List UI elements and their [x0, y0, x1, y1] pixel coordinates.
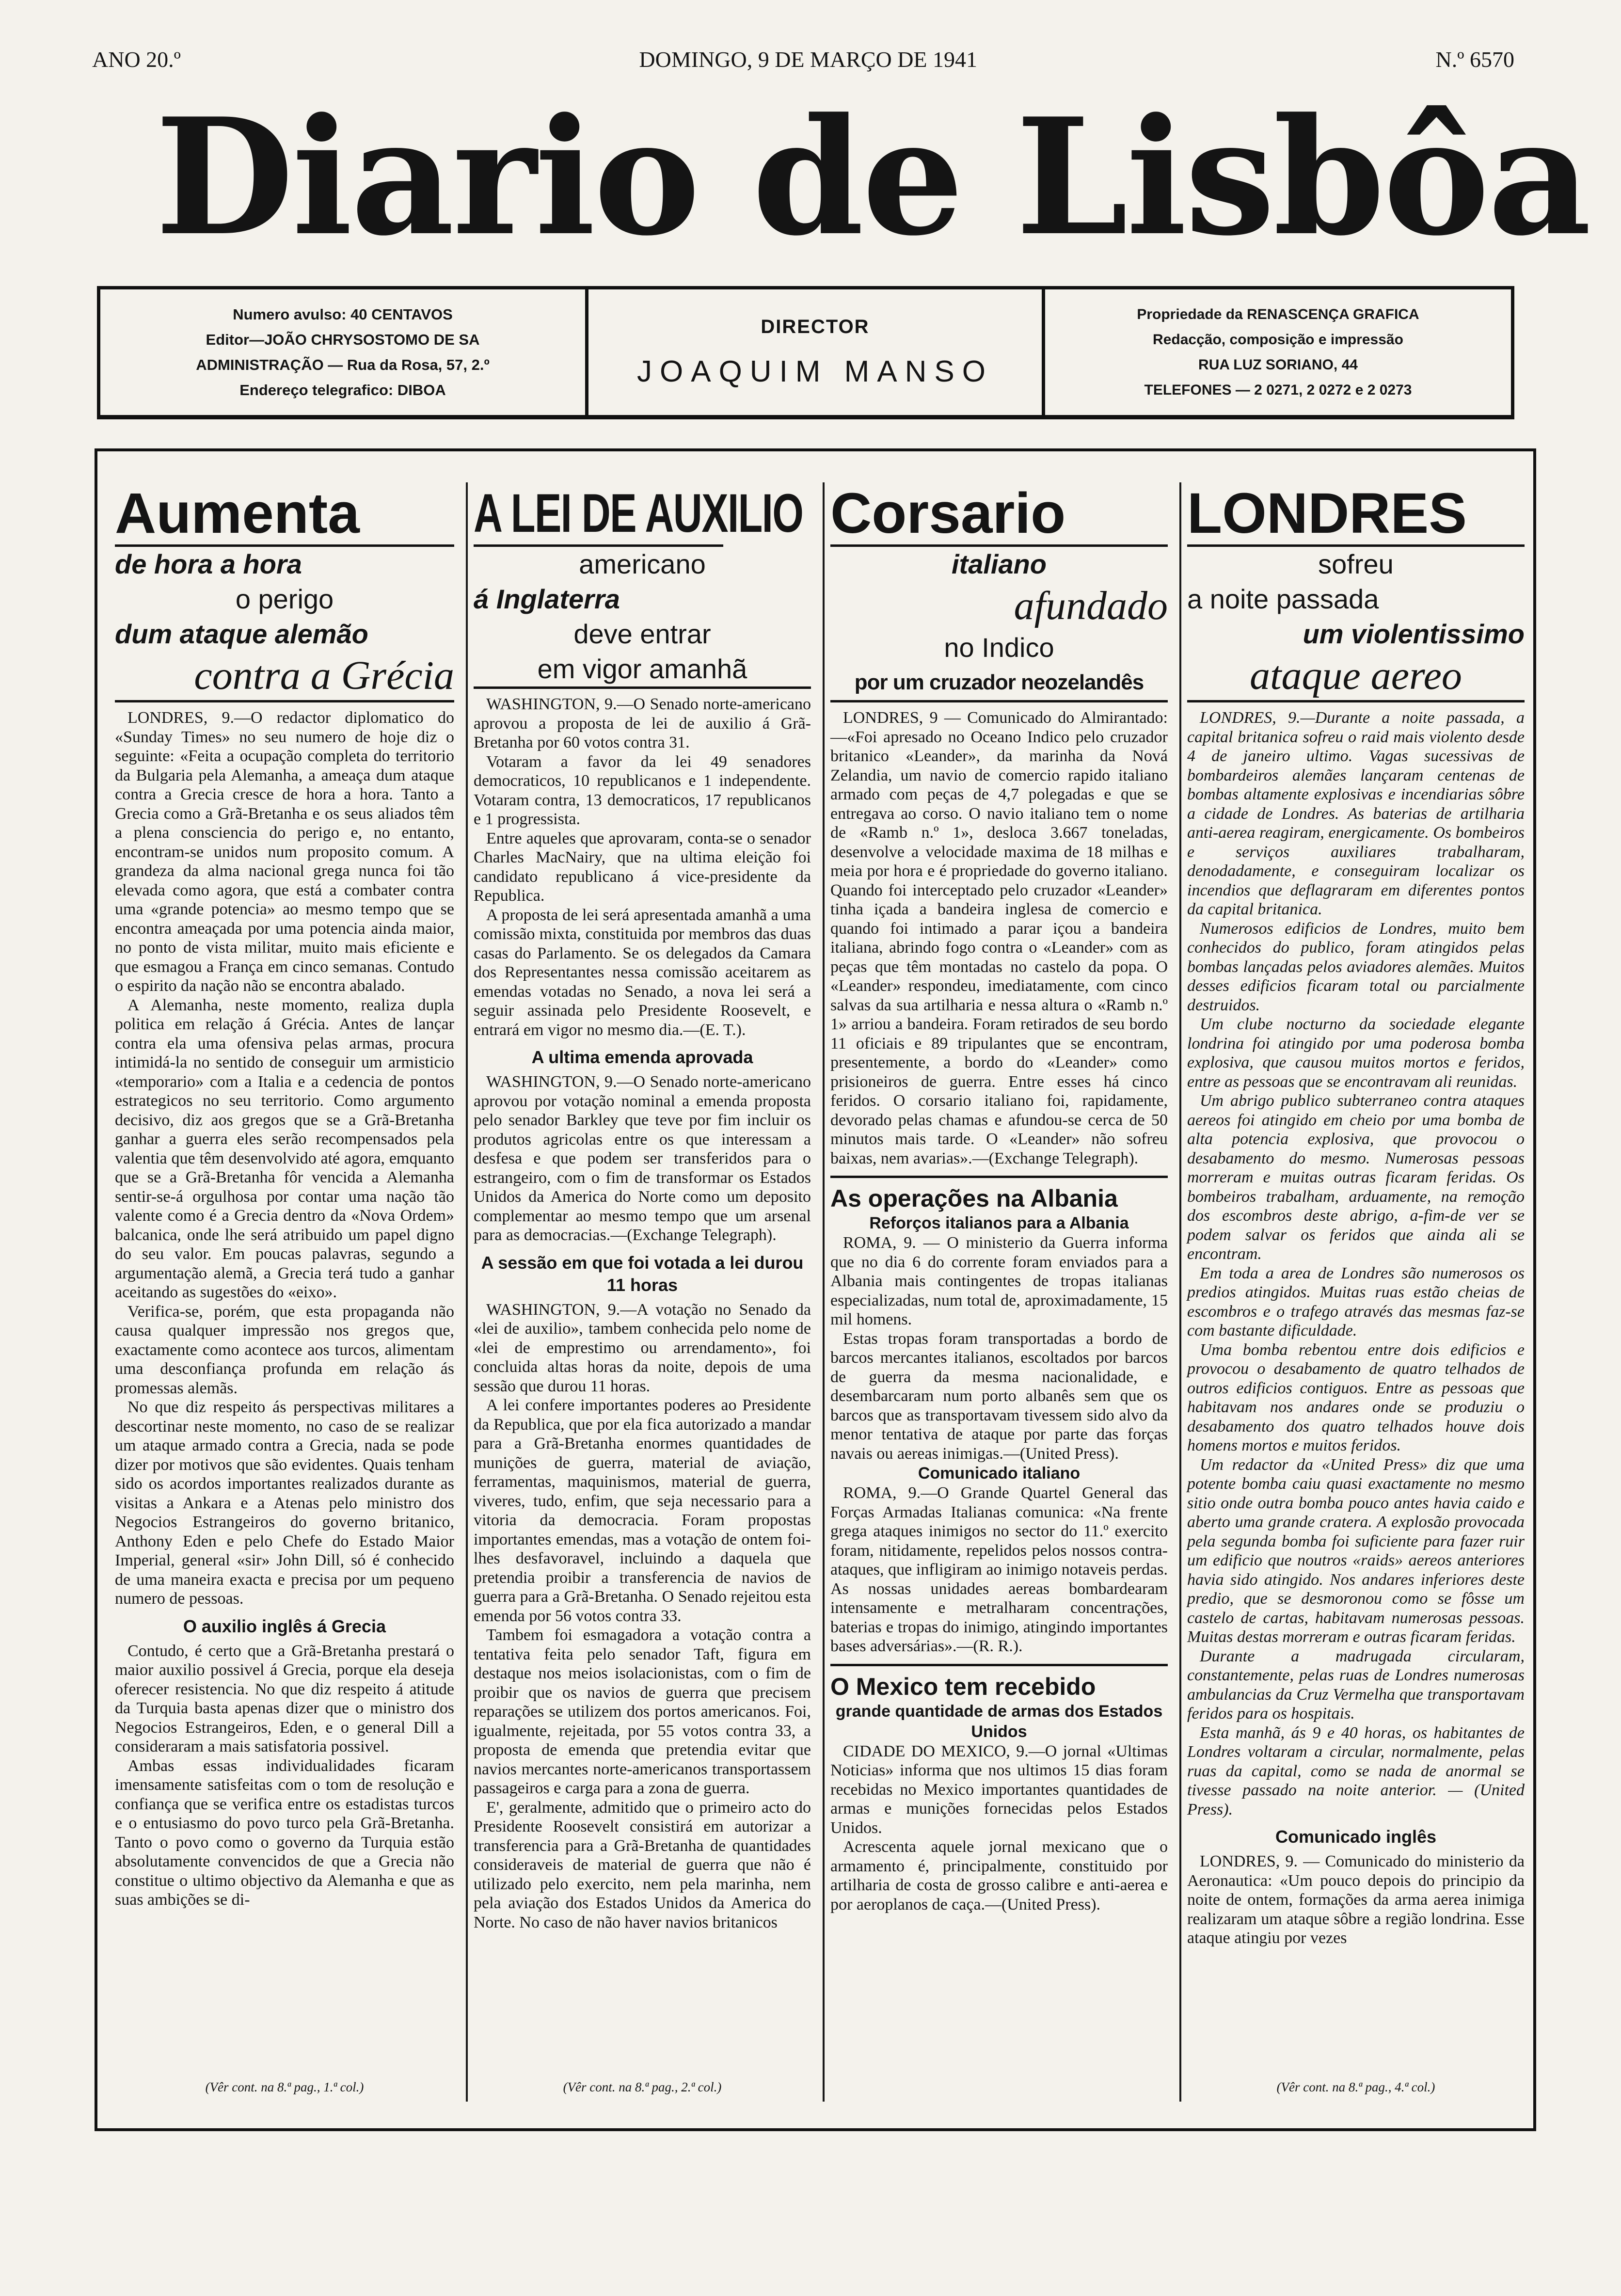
- deck-line: um violentissimo: [1303, 619, 1525, 649]
- headline: Aumenta: [115, 482, 454, 547]
- deck-line: afundado: [1014, 583, 1168, 628]
- director-block: [585, 289, 1045, 415]
- paragraph: E', geralmente, admitido que o primeiro acto do Presidente Roosevelt consistirá em autorizar a transferencia para a Grã-Bretanha de quantidades consideraveis de material de guerra que não é utilizado pelo exercito, nem pela marinha, nem pela aviação dos Estados Unidos da America do Norte. No caso de não haver navios britanicos: [474, 1798, 811, 1931]
- newspaper-masthead: Diario de Lisbôa: [155, 83, 1590, 271]
- paragraph: Uma bomba rebentou entre dois edificios e provocou o desabamento de quatro telhados de outros edificios contiguos. Entre as pessoas que habitavam nos andares onde se produziu o desabamento dos quatro telhados houve dois homens mortos e muitos feridos.: [1187, 1340, 1525, 1454]
- paragraph: WASHINGTON, 9.—O Senado norte-americano aprovou por votação nominal a emenda proposta pelo senador Barkley que teve por fim incluir os produtos agricolas entre os que interessam a desfesa e que podem ser transferidos para o estrangeiro, com o fim de transformar os Estados Unidos da America do Norte como um deposito complementar ao mesmo tempo que um arsenal para as democracias.—(Exchange Telegraph).: [474, 1073, 811, 1244]
- deck: [830, 547, 1168, 702]
- paragraph: Numerosos edificios de Londres, muito bem conhecidos do publico, foram atingidos pelas bombas lançadas pelos aviadores alemães. Muitos desses edificios ficaram total ou parcialmente destruidos.: [1187, 919, 1525, 1014]
- paragraph: Em toda a area de Londres são numerosos os predios atingidos. Muitas ruas estão cheias de escombros e o trafego através das mesmas faz-se com bastante dificuldade.: [1187, 1264, 1525, 1339]
- paragraph: Um clube nocturno da sociedade elegante londrina foi atingido por uma poderosa bomba explosiva, que causou muitos mortos e feridos, entre as pessoas que se encontravam ali reunidas.: [1187, 1015, 1525, 1091]
- owner-line: Propriedade da RENASCENÇA GRAFICA: [1137, 306, 1419, 322]
- paragraph: A proposta de lei será apresentada amanhã a uma comissão mixta, constituida por membros das duas casas do Parlamento. Se os delegados da Camara dos Representantes nessa comissão aceitarem as emendas votadas no Senado, a nova lei será a seguir assinada pelo Presidente Roosevelt, e entrará em vigor no mesmo dia.—(E. T.).: [474, 906, 811, 1039]
- deck-line: a noite passada: [1187, 584, 1379, 614]
- deck-line: deve entrar: [573, 619, 711, 649]
- deck-line: no Indico: [944, 632, 1054, 663]
- paragraph: LONDRES, 9 — Comunicado do Almirantado:—«Foi apresado no Oceano Indico pelo cruzador britanico «Leander», da marinha da Nová Zelandia, um navio de comercio rapido italiano armado com peças de 4,7 polegadas e que se entregava ao corso. O navio italiano tem o nome de «Ramb n.º 1», desloca 3.667 toneladas, desenvolve a velocidade maxima de 18 milhas e meia por hora e é propriedade do governo italiano. Quando foi interceptado pelo cruzador «Leander» tinha içada a bandeira inglesa de comercio e quando foi intimado a parar içou a bandeira italiana, abrindo fogo contra o «Leander» com as peças que têm montadas no castelo da popa. O «Leander» respondeu, imediatamente, com cinco salvas da sua artilharia e nessa altura o «Ramb n.º 1» arriou a bandeira. Foram retirados de seu bordo 11 oficiais e 89 tripulantes que se encontram, presentemente, a bordo do «Leander» como prisioneiros de guerra. Entre esses há cinco feridos. O corsario italiano foi, rapidamente, devorado pelas chamas e afundou-se cerca de 50 minutos mais tarde. O «Leander» não sofreu baixas, nem avarias».—(Exchange Telegraph).: [830, 709, 1168, 1167]
- paragraph: WASHINGTON, 9.—A votação no Senado da «lei de auxilio», tambem conhecida pelo nome de «lei de emprestimo ou arrendamento», foi concluida altas horas da noite, depois de uma sessão que durou 11 horas.: [474, 1300, 811, 1395]
- article-body: [474, 695, 811, 1932]
- editor-line: Editor—JOÃO CHRYSOSTOMO DE SA: [206, 331, 480, 348]
- headline: LONDRES: [1187, 482, 1525, 547]
- year-label: ANO 20.º: [92, 47, 181, 72]
- newsroom-line: Redacção, composição e impressão: [1153, 331, 1403, 348]
- paragraph: LONDRES, 9.—Durante a noite passada, a capital britanica sofreu o raid mais violento desde 4 de janeiro ultimo. Vagas sucessivas de bombardeiros alemães lançaram centenas de bombas altamente explosivas e incendiarias sôbre a cidade de Londres. As baterias de artilharia anti-aerea reagiram, energicamente. Os bombeiros e serviços auxiliares trabalharam, denodadamente, e conseguiram localizar os incendios que deflagraram em diferentes pontos da capital britanica.: [1187, 709, 1525, 918]
- paragraph: Estas tropas foram transportadas a bordo de barcos mercantes italianos, escoltados por barcos de guerra da mesma nacionalidade, e desembarcaram num porto albanês sem que os barcos que as transportavam tivessem sido alvo da menor tentativa de ataque por parte das forças navais ou aereas inimigas.—(United Press).: [830, 1329, 1168, 1463]
- paragraph: Contudo, é certo que a Grã-Bretanha prestará o maior auxilio possivel á Grecia, porque ela deseja oferecer resistencia. No que diz respeito á atitude da Turquia basta apenas dizer que o ministro dos Negocios Estrangeiros, Eden, e o general Dill a consideraram a mais satisfatoria possivel.: [115, 1642, 454, 1755]
- paragraph: Um abrigo publico subterraneo contra ataques aereos foi atingido em cheio por uma bomba de alta potencia explosiva, que provocou o desabamento do mesmo. Numerosas pessoas morreram e muitas outras ficaram feridas. Os bombeiros trabalham, arduamente, na remoção dos escombros deste abrigo, a-fim-de ver se podem salvar os feridos que ainda ali se encontram.: [1187, 1092, 1525, 1263]
- paragraph: Ambas essas individualidades ficaram imensamente satisfeitas com o tom de resolução e confiança que se verifica entre os estadistas turcos e o entusiasmo do povo turco pela Grã-Bretanha. Tanto o povo como o governo da Turquia estão absolutamente convencidos de que a Grecia não constitue o ultimo objectivo da Alemanha e que as suas ambições se di-: [115, 1756, 454, 1909]
- article-lend-lease: [466, 482, 817, 2102]
- subheading: Reforços italianos para a Albania: [869, 1214, 1129, 1232]
- paragraph: A Alemanha, neste momento, realiza dupla politica em relação á Grécia. Antes de lançar contra ela uma ofensiva pelas armas, procura intimidá-la no sentido de conseguir um armisticio «temporario» com a Italia e a cedencia de pontos estrategicos no seu territorio. Como argumento decisivo, diz aos gregos que se a Grã-Bretanha ganhar a guerra eles serão recompensados pela valentia que têm desenvolvido até agora, emquanto que se a Grã-Bretanha fôr vencida a Alemanha sentir-se-á orgulhosa por contar uma nação tão valente como é a Grecia dentro da «Nova Ordem» balcanica, onde lhe será atribuido um papel digno do seu valor. Em poucas palavras, segundo a argumentação alemã, a Grecia terá tudo a ganhar aceitando as sugestões do «eixo».: [115, 996, 454, 1301]
- paragraph: LONDRES, 9. — Comunicado do ministerio da Aeronautica: «Um pouco depois do principio da noite de ontem, formações da arma aerea inimiga realizaram um ataque sôbre a região londrina. Esse ataque atingiu por vezes: [1187, 1852, 1525, 1947]
- continuation-note: (Vêr cont. na 8.ª pag., 4.ª col.): [1276, 2080, 1435, 2094]
- subheading: O Mexico tem recebido: [830, 1664, 1168, 1701]
- dateline: [92, 45, 1514, 74]
- paragraph: WASHINGTON, 9.—O Senado norte-americano aprovou a proposta de lei de auxilio á Grã-Bretanha por 60 votos contra 31.: [474, 695, 811, 751]
- paragraph: Entre aqueles que aprovaram, conta-se o senador Charles MacNairy, que na ultima eleição foi candidato republicano á vice-presidente da Republica.: [474, 829, 811, 905]
- article-raider: [823, 482, 1174, 2102]
- subheading: Comunicado inglês: [1275, 1827, 1437, 1847]
- deck-line: ataque aereo: [1187, 652, 1525, 702]
- continuation-note: (Vêr cont. na 8.ª pag., 2.ª col.): [563, 2080, 722, 2094]
- deck: [474, 547, 811, 689]
- paragraph: A lei confere importantes poderes ao Presidente da Republica, que por ela fica autorizado a mandar para a Grã-Bretanha enormes quantidades de munições de guerra, material de aviação, ferramentas, maquinismos, material de guerra, viveres, tudo, enfim, que seja necessario para a vitoria da democracia. Foram propostas importantes emendas, mas a votação de ontem foi-lhes desfavoravel, incluindo a daquela que pretendia proibir a transferencia de navios de guerra para a Grã-Bretanha. O Senado rejeitou esta emenda por 56 votos contra 33.: [474, 1396, 811, 1625]
- article-columns: [109, 482, 1532, 2102]
- article-greece: [109, 482, 460, 2102]
- administration-line: ADMINISTRAÇÃO — Rua da Rosa, 57, 2.º: [196, 356, 490, 373]
- publication-info-box: [97, 286, 1514, 419]
- info-left: [100, 289, 585, 415]
- deck-line: por um cruzador neozelandês: [830, 665, 1168, 702]
- subheading: A sessão em que foi votada a lei durou 11 horas: [481, 1252, 804, 1295]
- deck-line: italiano: [951, 549, 1047, 579]
- deck-line: de hora a hora: [115, 549, 302, 579]
- paragraph: Acrescenta aquele jornal mexicano que o armamento é, principalmente, constituido por artilharia de costa de grosso calibre e anti-aerea e por aeroplanos de caça.—(United Press).: [830, 1838, 1168, 1913]
- article-body: [830, 708, 1168, 1914]
- subheading: As operações na Albania: [830, 1176, 1168, 1213]
- paragraph: CIDADE DO MEXICO, 9.—O jornal «Ultimas Noticias» informa que nos ultimos 15 dias foram recebidas no Mexico importantes quantidades de armas e munições fornecidas pelos Estados Unidos.: [830, 1742, 1168, 1837]
- deck-line: á Inglaterra: [474, 584, 620, 614]
- deck-line: dum ataque alemão: [115, 619, 368, 649]
- director-name: JOAQUIM MANSO: [636, 354, 994, 388]
- paragraph: Durante a madrugada circularam, constantemente, pelas ruas de Londres numerosas ambulancias da Cruz Vermelha que transportavam feridos para os hospitais.: [1187, 1647, 1525, 1722]
- article-body: [115, 708, 454, 1910]
- price-line: Numero avulso: 40 CENTAVOS: [233, 305, 453, 323]
- paragraph: LONDRES, 9.—O redactor diplomatico do «Sunday Times» no seu numero de hoje diz o seguinte: «Feita a ocupação completa do territorio da Bulgaria pela Alemanha, a ameaça dum ataque contra a Grecia cresce de hora a hora. Tanto a Grecia como a Grã-Bretanha e os seus aliados têm a plena consciencia do perigo e, no entanto, encontram-se unidos num proposito comum. A grandeza da alma nacional grega nunca foi tão elevada como agora, que está a combater contra uma «grande potencia» ao mesmo tempo que se encontra ameaçada por uma potencia ainda maior, no ponto de vista militar, muito mais eficiente e que esmagou a França em cinco semanas. Contudo o espirito da nação não se encontra abalado.: [115, 709, 454, 995]
- deck: [115, 547, 454, 702]
- deck-line: americano: [579, 549, 706, 579]
- paragraph: No que diz respeito ás perspectivas militares a descortinar neste momento, no caso de se realizar um ataque armado contra a Grecia, nada se pode dizer por motivos que são evidentes. Quais tenham sido os acordos importantes realizados durante as visitas a Ankara e a Atenas pelo ministro dos Negocios Estrangeiros do governo britanico, Anthony Eden e pelo Chefe do Estado Maior Imperial, general «sir» John Dill, só é conhecido de uma maneira exacta e precisa por um pequeno numero de pessoas.: [115, 1398, 454, 1608]
- paragraph: Um redactor da «United Press» diz que uma potente bomba caiu quasi exactamente no mesmo sitio onde outra bomba pouco antes havia caido e aberto uma grande cratera. A explosão provocada pela segunda bomba foi suficiente para fazer ruir um edificio que noutros «raids» aereos anteriores havia sido atingido. Nos andares inferiores deste predio, que se desmoronou como se fôsse um castelo de cartas, habitavam numerosas pessoas. Muitas destas morreram e outras ficaram feridas.: [1187, 1455, 1525, 1646]
- telegraph-line: Endereço telegrafico: DIBOA: [239, 381, 446, 399]
- paragraph: ROMA, 9. — O ministerio da Guerra informa que no dia 6 do corrente foram enviados para a Albania mais contingentes de tropas italianas especializadas, num total de, aproximadamente, 15 mil homens.: [830, 1234, 1168, 1328]
- paragraph: Verifica-se, porém, que esta propaganda não causa qualquer impressão nos gregos que, exactamente como acontece aos turcos, alimentam uma desconfiança profunda em relação ás promessas alemãs.: [115, 1302, 454, 1397]
- subheading: grande quantidade de armas dos Estados Unidos: [835, 1702, 1163, 1741]
- paragraph: Tambem foi esmagadora a votação contra a tentativa feita pelo senador Taft, figura em destaque nos meios isolacionistas, com o fim de proibir que os navios de guerra que precisem reparações se utilizem dos portos americanos. Foi, igualmente, rejeitada, por 55 votos contra 33, a proposta de emenda que pretendia evitar que navios mercantes norte-americanos transportassem passageiros e carga para a zona de guerra.: [474, 1626, 811, 1797]
- paragraph: Votaram a favor da lei 49 senadores democraticos, 10 republicanos e 1 independente. Votaram contra, 13 democraticos, 17 republicanos e 1 progressista.: [474, 752, 811, 828]
- deck-line: contra a Grécia: [115, 652, 454, 702]
- subheading: O auxilio inglês á Grecia: [183, 1616, 386, 1636]
- article-body: [1187, 708, 1525, 1948]
- director-label: DIRECTOR: [761, 316, 870, 337]
- paragraph: ROMA, 9.—O Grande Quartel General das Forças Armadas Italianas comunica: «Na frente grega ataques inimigos no sector do 11.º exercito foram, nitidamente, repelidos pelos nossos contra-ataques, que infligiram ao inimigo notaveis perdas. As nossas unidades aereas bombardearam intensamente e metralharam concentrações, baterias e tropas do inimigo, atingindo importantes bases adversárias».—(R. R.).: [830, 1484, 1168, 1655]
- subheading: Comunicado italiano: [918, 1464, 1081, 1483]
- deck-line: sofreu: [1318, 549, 1394, 579]
- continuation-note: (Vêr cont. na 8.ª pag., 1.ª col.): [205, 2080, 364, 2094]
- address-line: RUA LUZ SORIANO, 44: [1198, 356, 1358, 373]
- headline: Corsario: [830, 482, 1168, 547]
- deck-line: em vigor amanhã: [474, 652, 811, 689]
- info-right: [1045, 289, 1511, 415]
- deck-line: o perigo: [235, 584, 334, 614]
- phones-line: TELEFONES — 2 0271, 2 0272 e 2 0273: [1144, 382, 1412, 398]
- subheading: A ultima emenda aprovada: [531, 1047, 753, 1067]
- deck: [1187, 547, 1525, 702]
- date-label: DOMINGO, 9 DE MARÇO DE 1941: [639, 47, 978, 72]
- paragraph: Esta manhã, ás 9 e 40 horas, os habitantes de Londres voltaram a circular, normalmente, pelas ruas da capital, como se nada de anormal se tivesse passado na noite anterior. — (United Press).: [1187, 1723, 1525, 1818]
- headline: A LEI DE AUXILIO: [474, 482, 723, 547]
- issue-number: N.º 6570: [1435, 47, 1514, 72]
- article-london-raid: [1179, 482, 1530, 2102]
